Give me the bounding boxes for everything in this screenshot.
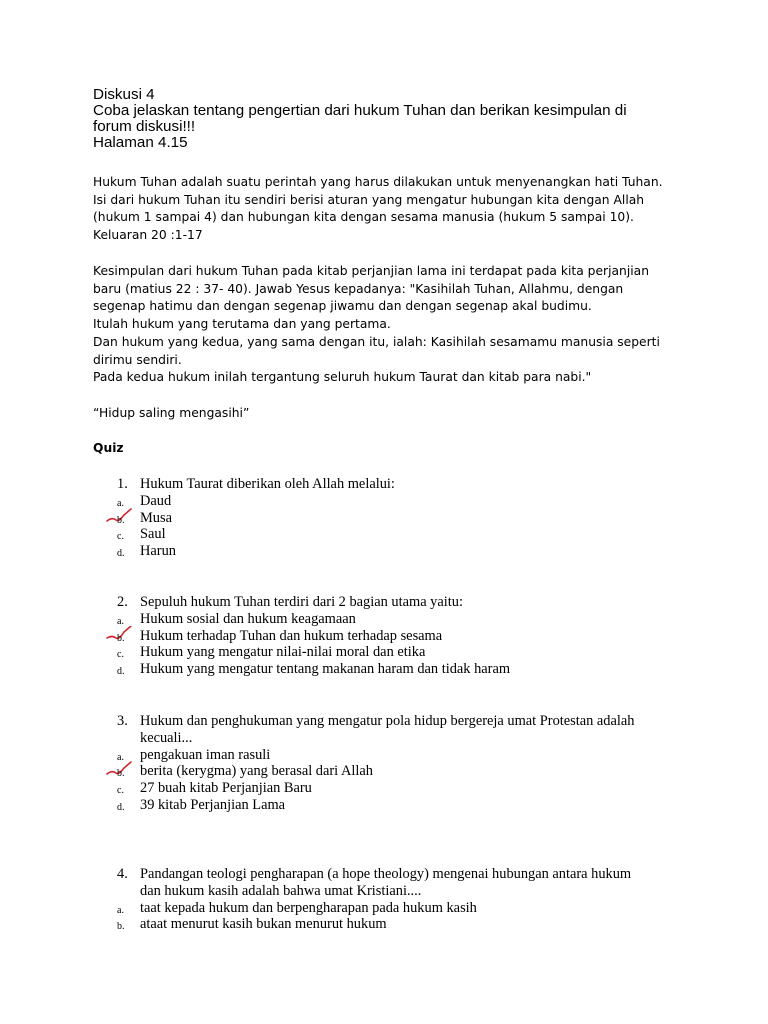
paragraph-line: dirimu sendiri. xyxy=(93,352,182,367)
question-number: 4. xyxy=(117,866,128,882)
motto-quote xyxy=(93,405,733,423)
option-text: Saul xyxy=(140,526,166,543)
option-letter: c. xyxy=(117,785,124,797)
option-letter: a. xyxy=(117,751,124,763)
option-letter: b. xyxy=(117,768,125,780)
option-text: Musa xyxy=(140,509,172,526)
question-number: 2. xyxy=(117,594,128,610)
option-text: Hukum yang mengatur tentang makanan haram dan tidak haram xyxy=(140,661,511,678)
option-text: Hukum terhadap Tuhan dan hukum terhadap sesama xyxy=(140,627,443,644)
quiz-heading-text: Quiz xyxy=(93,441,124,455)
paragraph-line: Hukum Tuhan adalah suatu perintah yang harus dilakukan untuk menyenangkan hati Tuhan. xyxy=(93,175,663,189)
quiz-question-2 xyxy=(0,594,768,678)
option-d xyxy=(0,797,768,814)
option-text: Harun xyxy=(140,543,176,560)
paragraph-line: Isi dari hukum Tuhan itu sendiri berisi aturan yang mengatur hubungan kita dengan Allah xyxy=(93,192,645,207)
option-text: Hukum yang mengatur nilai-nilai moral dan etika xyxy=(140,644,426,661)
answer-paragraph-2 xyxy=(93,263,733,387)
option-letter: a. xyxy=(117,615,124,627)
question-number: 1. xyxy=(117,476,128,492)
option-c xyxy=(0,780,768,797)
quiz-question-3 xyxy=(0,713,768,814)
option-text: 39 kitab Perjanjian Lama xyxy=(140,796,286,813)
paragraph-line: Keluaran 20 :1-17 xyxy=(93,228,203,243)
option-c xyxy=(0,526,768,543)
question-stem xyxy=(117,594,768,611)
paragraph-line: segenap hatimu dan dengan segenap jiwamu dan dengan segenap akal budimu. xyxy=(93,299,592,314)
option-text: ataat menurut kasih bukan menurut hukum xyxy=(140,916,387,933)
option-c xyxy=(0,644,768,661)
discussion-prompt-line: forum diskusi!!! xyxy=(93,118,196,135)
option-letter: c. xyxy=(117,649,124,661)
paragraph-line: baru (matius 22 : 37- 40). Jawab Yesus kepadanya: "Kasihilah Tuhan, Allahmu, dengan xyxy=(93,281,624,296)
discussion-prompt-line: Coba jelaskan tentang pengertian dari hukum Tuhan dan berikan kesimpulan di xyxy=(93,102,627,119)
discussion-header xyxy=(93,87,713,151)
question-text: Sepuluh hukum Tuhan terdiri dari 2 bagian utama yaitu: xyxy=(140,594,463,610)
option-text: Daud xyxy=(140,492,172,509)
page-reference: Halaman 4.15 xyxy=(93,134,188,151)
option-letter: b. xyxy=(117,921,125,933)
option-text: Hukum sosial dan hukum keagamaan xyxy=(140,610,356,627)
option-letter: b. xyxy=(117,632,125,644)
option-a xyxy=(0,900,768,917)
quiz-question-1 xyxy=(0,476,768,560)
option-text: 27 buah kitab Perjanjian Baru xyxy=(140,780,312,797)
option-text: berita (kerygma) yang berasal dari Allah xyxy=(140,763,373,780)
option-b xyxy=(0,763,768,780)
option-d xyxy=(0,543,768,560)
answer-paragraph-1 xyxy=(93,174,733,245)
option-letter: a. xyxy=(117,904,124,916)
option-b xyxy=(0,628,768,645)
paragraph-line: Itulah hukum yang terutama dan yang pertama. xyxy=(93,317,391,332)
question-text: Hukum dan penghukuman yang mengatur pola hidup bergereja umat Protestan adalah xyxy=(140,713,635,729)
option-letter: d. xyxy=(117,801,125,813)
question-text: dan hukum kasih adalah bahwa umat Kristiani.... xyxy=(140,882,422,899)
question-number: 3. xyxy=(117,713,128,729)
question-text: Hukum Taurat diberikan oleh Allah melalui: xyxy=(140,476,395,492)
question-text: kecuali... xyxy=(140,729,193,746)
question-stem xyxy=(117,713,768,747)
quote-text: “Hidup saling mengasihi” xyxy=(93,406,250,420)
discussion-title: Diskusi 4 xyxy=(93,86,155,103)
quiz-heading xyxy=(93,440,733,458)
option-text: taat kepada hukum dan berpengharapan pada hukum kasih xyxy=(140,899,477,916)
question-stem xyxy=(117,476,768,493)
question-text: Pandangan teologi pengharapan (a hope theology) mengenai hubungan antara hukum xyxy=(140,866,632,882)
paragraph-line: (hukum 1 sampai 4) dan hubungan kita dengan sesama manusia (hukum 5 sampai 10). xyxy=(93,210,634,225)
option-text: pengakuan iman rasuli xyxy=(140,746,271,763)
option-b xyxy=(0,916,768,933)
option-d xyxy=(0,661,768,678)
paragraph-line: Dan hukum yang kedua, yang sama dengan itu, ialah: Kasihilah sesamamu manusia seperti xyxy=(93,334,660,349)
option-letter: a. xyxy=(117,497,124,509)
option-letter: d. xyxy=(117,666,125,678)
quiz-question-4 xyxy=(0,866,768,933)
option-letter: d. xyxy=(117,548,125,560)
option-letter: b. xyxy=(117,514,125,526)
paragraph-line: Pada kedua hukum inilah tergantung seluruh hukum Taurat dan kitab para nabi." xyxy=(93,370,592,385)
option-b xyxy=(0,510,768,527)
option-letter: c. xyxy=(117,531,124,543)
question-stem xyxy=(117,866,768,900)
paragraph-line: Kesimpulan dari hukum Tuhan pada kitab perjanjian lama ini terdapat pada kita perjanjian xyxy=(93,264,649,278)
